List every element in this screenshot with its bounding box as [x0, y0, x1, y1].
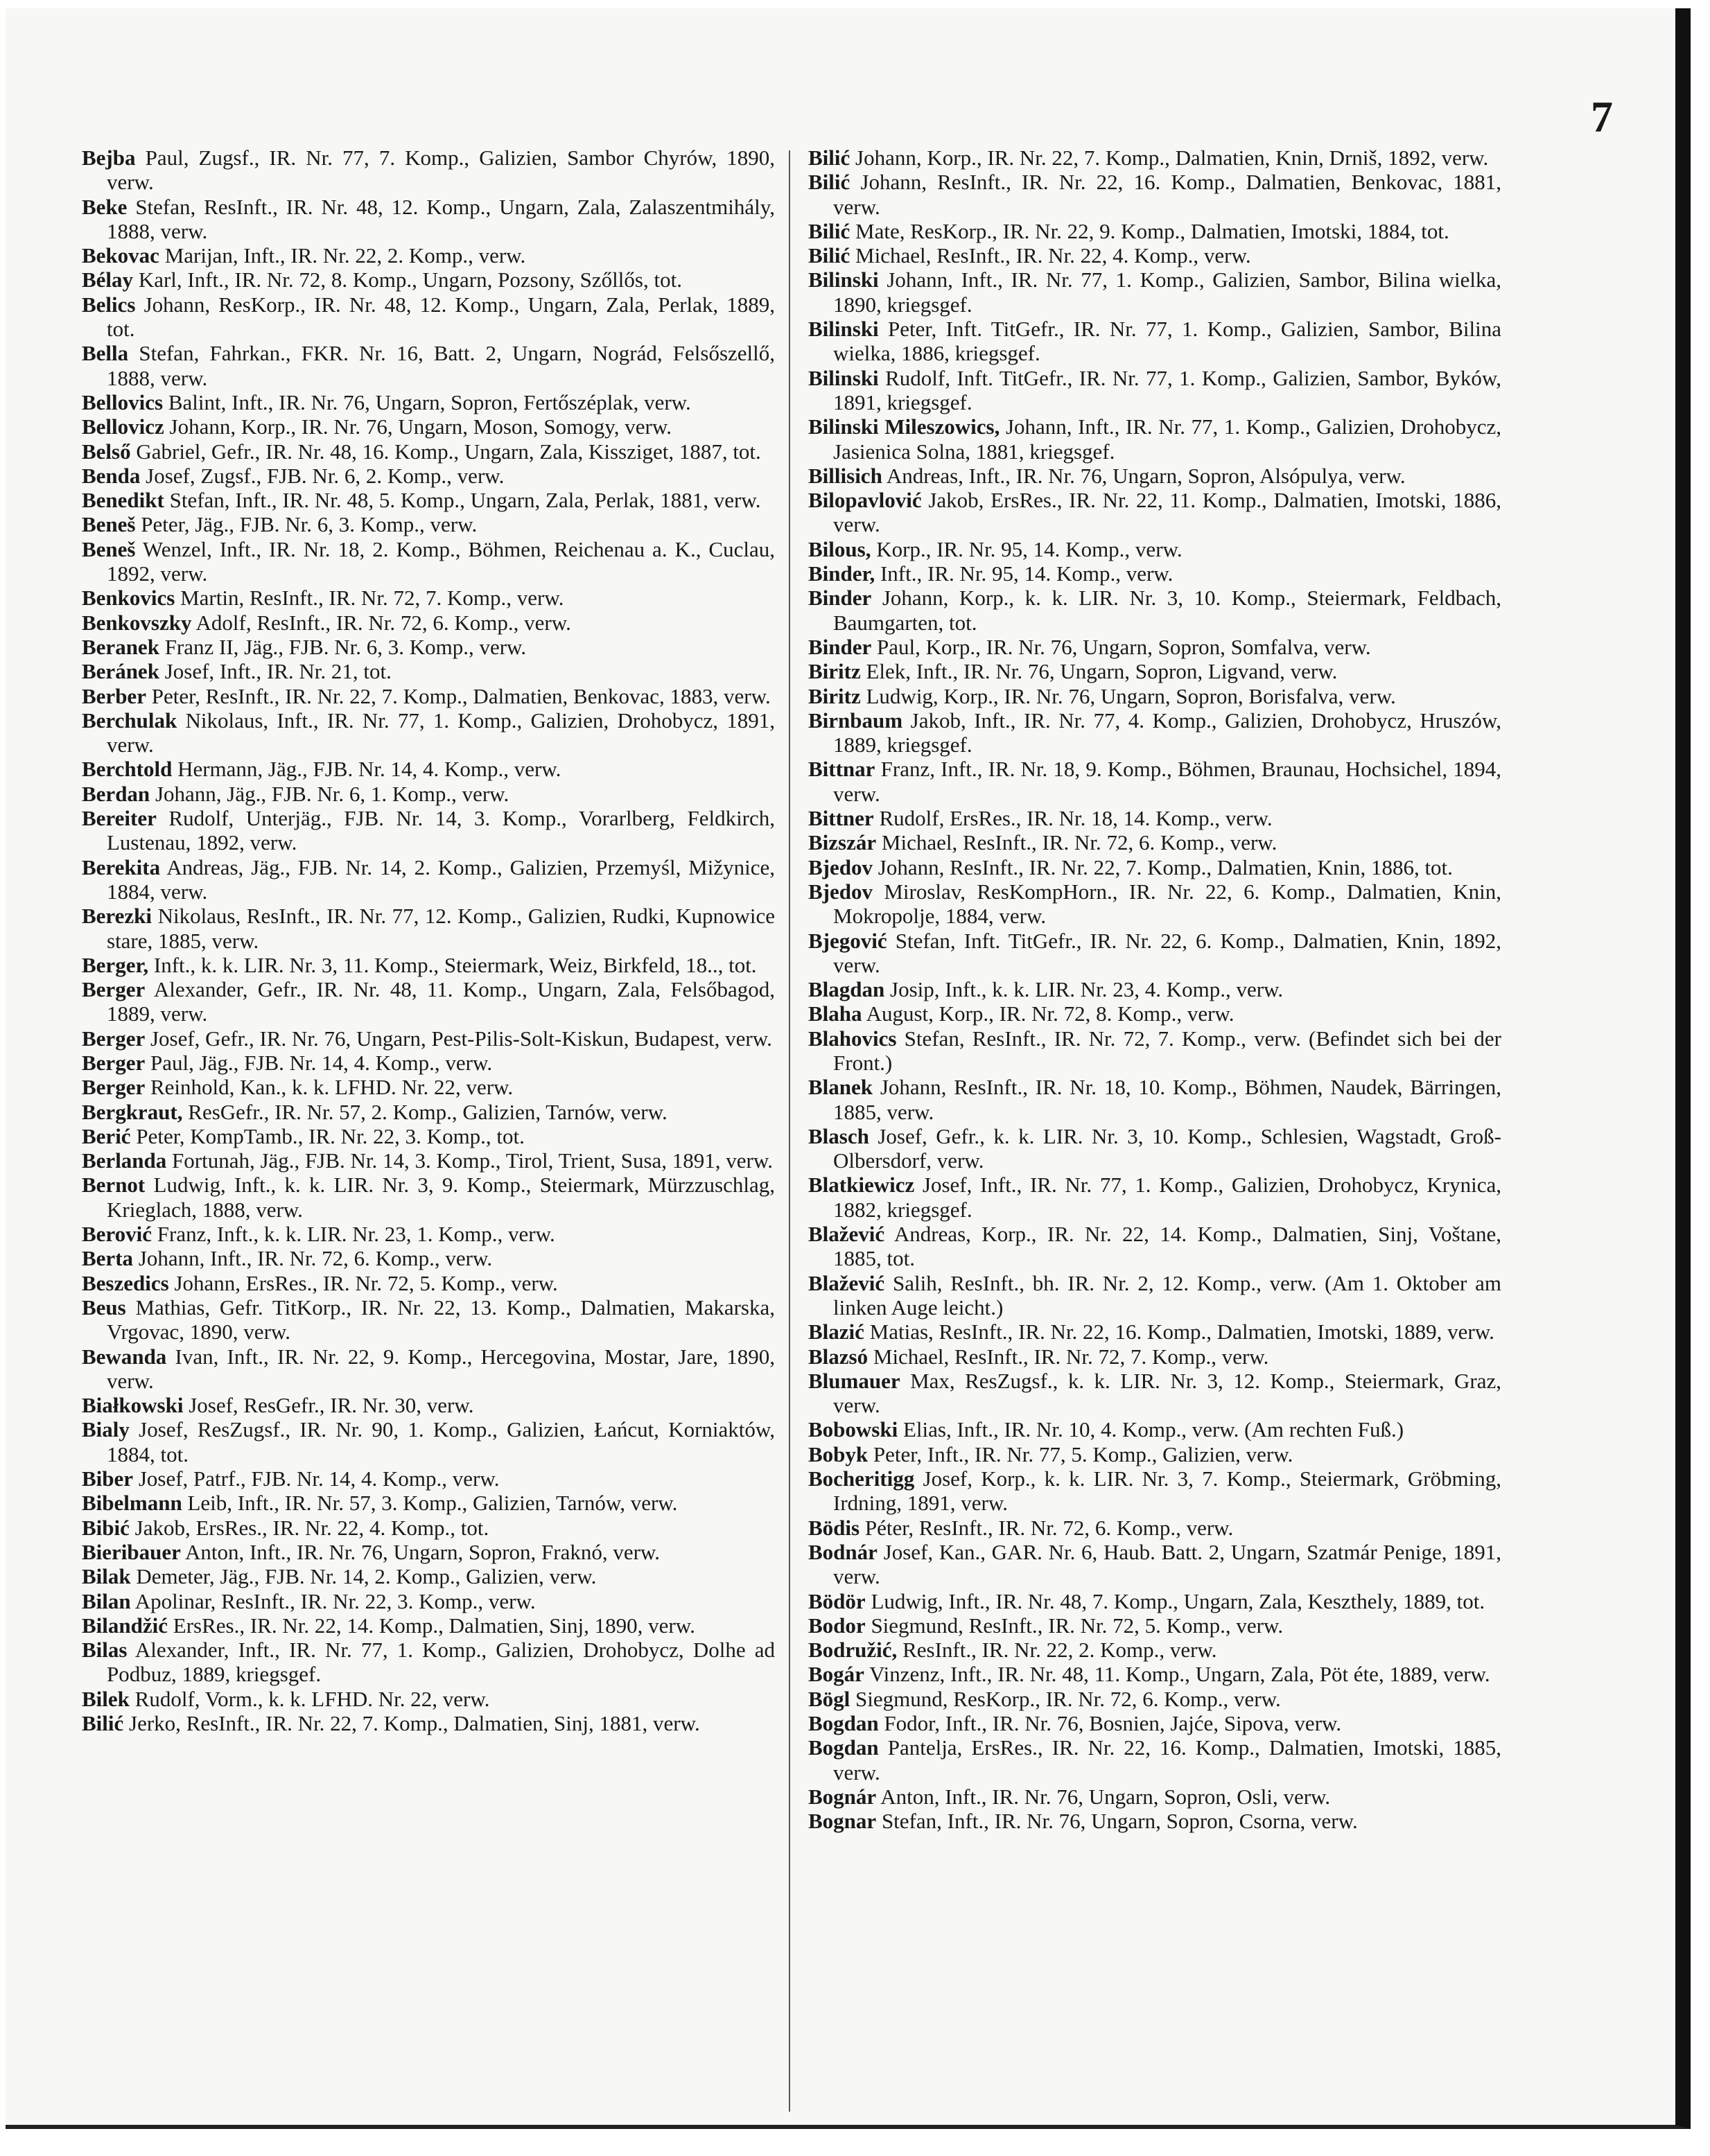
- entry-surname: Beneš: [82, 536, 136, 561]
- entry-surname: Binder,: [808, 561, 875, 586]
- entry-surname: Benkovszky: [82, 610, 192, 635]
- entry-surname: Blumauer: [808, 1368, 900, 1393]
- casualty-entry: [82, 953, 775, 977]
- entry-surname: Berdan: [82, 781, 150, 806]
- entry-surname: Bilandžić: [82, 1613, 168, 1638]
- casualty-entry: [82, 195, 775, 244]
- casualty-entry: [82, 341, 775, 390]
- entry-details: Gabriel, Gefr., IR. Nr. 48, 16. Komp., Ungarn, Zala, Kissziget, 1887, tot.: [136, 439, 761, 464]
- casualty-entry: [82, 586, 775, 610]
- casualty-entry: [82, 977, 775, 1026]
- casualty-entry: [808, 1344, 1501, 1369]
- entry-details: Martin, ResInft., IR. Nr. 72, 7. Komp., verw.: [180, 586, 564, 611]
- entry-details: Josef, Inft., IR. Nr. 21, tot.: [164, 659, 392, 684]
- entry-details: Paul, Zugsf., IR. Nr. 77, 7. Komp., Galizien, Sambor Chyrów, 1890, verw.: [107, 146, 776, 195]
- entry-details: Josef, Gefr., IR. Nr. 76, Ungarn, Pest-Pilis-Solt-Kiskun, Budapest, verw.: [150, 1026, 772, 1051]
- entry-surname: Benedikt: [82, 488, 164, 513]
- entry-surname: Bodnár: [808, 1539, 878, 1564]
- entry-details: Johann, Korp., IR. Nr. 76, Ungarn, Moson, Somogy, verw.: [169, 414, 672, 439]
- casualty-entry: [82, 512, 775, 536]
- document-page: [6, 8, 1691, 2129]
- casualty-entry: [82, 1417, 775, 1466]
- entry-surname: Bjedov: [808, 854, 873, 879]
- casualty-entry: [82, 414, 775, 439]
- casualty-entry: [82, 243, 775, 268]
- entry-details: Elias, Inft., IR. Nr. 10, 4. Komp., verw. (Am rechten Fuß.): [902, 1417, 1404, 1442]
- casualty-entry: [82, 782, 775, 806]
- casualty-entry: [82, 1638, 775, 1687]
- entry-surname: Bilić: [82, 1711, 124, 1735]
- casualty-entry: [808, 977, 1501, 1001]
- entry-details: Rudolf, Unterjäg., FJB. Nr. 14, 3. Komp., Vorarlberg, Feldkirch, Lustenau, 1892, verw.: [107, 806, 776, 855]
- entry-surname: Biber: [82, 1466, 134, 1491]
- column-divider: [789, 150, 790, 2112]
- casualty-entry: [82, 1344, 775, 1394]
- casualty-entry: [82, 1246, 775, 1270]
- entry-details: Johann, ErsRes., IR. Nr. 72, 5. Komp., verw.: [174, 1270, 558, 1295]
- entry-surname: Bekovac: [82, 243, 159, 268]
- entry-surname: Bizszár: [808, 830, 877, 855]
- casualty-entry: [808, 1026, 1501, 1076]
- casualty-entry: [82, 659, 775, 683]
- casualty-entry: [808, 1369, 1501, 1418]
- casualty-entry: [82, 1589, 775, 1613]
- entry-details: Stefan, Fahrkan., FKR. Nr. 16, Batt. 2, Ungarn, Nográd, Felsőszellő, 1888, verw.: [107, 341, 776, 390]
- entry-surname: Bittnar: [808, 757, 875, 782]
- entry-details: Jerko, ResInft., IR. Nr. 22, 7. Komp., Dalmatien, Sinj, 1881, verw.: [129, 1711, 700, 1735]
- entry-details: Johann, Korp., IR. Nr. 22, 7. Komp., Dalmatien, Knin, Drniš, 1892, verw.: [855, 146, 1489, 170]
- casualty-entry: [808, 830, 1501, 854]
- casualty-entry: [808, 488, 1501, 537]
- entry-surname: Berović: [82, 1222, 152, 1247]
- casualty-entry: [82, 488, 775, 512]
- entry-details: Mate, ResKorp., IR. Nr. 22, 9. Komp., Dalmatien, Imotski, 1884, tot.: [855, 218, 1449, 243]
- casualty-entry: [808, 855, 1501, 879]
- casualty-entry: [808, 366, 1501, 415]
- entry-surname: Bögl: [808, 1686, 850, 1711]
- entry-details: Korp., IR. Nr. 95, 14. Komp., verw.: [876, 536, 1183, 561]
- casualty-entry: [82, 757, 775, 781]
- entry-details: Max, ResZugsf., k. k. LIR. Nr. 3, 12. Komp., Steiermark, Graz, verw.: [833, 1368, 1501, 1418]
- casualty-entry: [82, 611, 775, 635]
- casualty-entry: [808, 635, 1501, 659]
- casualty-entry: [82, 1173, 775, 1222]
- entry-surname: Bilić: [808, 146, 850, 170]
- casualty-entry: [808, 1442, 1501, 1466]
- entry-surname: Bilas: [82, 1638, 128, 1663]
- entry-surname: Biritz: [808, 659, 861, 684]
- casualty-entry: [82, 1148, 775, 1173]
- entry-details: Josef, Korp., k. k. LIR. Nr. 3, 7. Komp., Steiermark, Gröbming, Irdning, 1891, verw.: [833, 1466, 1502, 1516]
- entry-details: Anton, Inft., IR. Nr. 76, Ungarn, Sopron, Fraknó, verw.: [184, 1539, 661, 1564]
- entry-surname: Blazsó: [808, 1344, 869, 1369]
- entry-details: Ludwig, Korp., IR. Nr. 76, Ungarn, Sopron, Borisfalva, verw.: [866, 683, 1396, 708]
- casualty-entry: [808, 684, 1501, 708]
- casualty-entry: [82, 1540, 775, 1564]
- entry-surname: Berger: [82, 1075, 146, 1100]
- casualty-entry: [82, 1711, 775, 1735]
- entry-surname: Bittner: [808, 806, 874, 831]
- entry-surname: Blagdan: [808, 977, 885, 1002]
- entry-surname: Blaha: [808, 1001, 862, 1026]
- entry-details: Johann, Korp., k. k. LIR. Nr. 3, 10. Komp., Steiermark, Feldbach, Baumgarten, tot.: [833, 586, 1501, 635]
- entry-surname: Bobyk: [808, 1441, 869, 1466]
- entry-surname: Berger: [82, 1026, 146, 1051]
- entry-surname: Binder: [808, 634, 872, 659]
- entry-details: Stefan, ResInft., IR. Nr. 72, 7. Komp., verw. (Befindet sich bei der Front.): [833, 1026, 1502, 1075]
- entry-surname: Berger,: [82, 952, 149, 977]
- casualty-entry: [82, 1466, 775, 1491]
- entry-surname: Beszedics: [82, 1270, 169, 1295]
- entry-surname: Bellovicz: [82, 414, 164, 439]
- entry-details: Ludwig, Inft., k. k. LIR. Nr. 3, 9. Komp., Steiermark, Mürzzuschlag, Krieglach, 1888, verw.: [107, 1173, 775, 1222]
- entry-details: Rudolf, Inft. TitGefr., IR. Nr. 77, 1. Komp., Galizien, Sambor, Byków, 1891, kriegsgef.: [833, 365, 1502, 414]
- casualty-entry: [808, 806, 1501, 830]
- entry-details: Stefan, ResInft., IR. Nr. 48, 12. Komp., Ungarn, Zala, Zalaszentmihály, 1888, verw.: [107, 194, 775, 243]
- casualty-entry: [82, 684, 775, 708]
- entry-surname: Bocheritigg: [808, 1466, 915, 1491]
- entry-details: Peter, ResInft., IR. Nr. 22, 7. Komp., Dalmatien, Benkovac, 1883, verw.: [151, 683, 771, 708]
- entry-details: Andreas, Jäg., FJB. Nr. 14, 2. Komp., Galizien, Przemyśl, Mižynice, 1884, verw.: [107, 854, 775, 904]
- entry-surname: Bödis: [808, 1515, 860, 1540]
- entry-details: Paul, Jäg., FJB. Nr. 14, 4. Komp., verw.: [150, 1050, 493, 1075]
- entry-surname: Bilinski: [808, 317, 879, 342]
- entry-details: Jakob, Inft., IR. Nr. 77, 4. Komp., Galizien, Drohobycz, Hruszów, 1889, kriegsgef.: [833, 708, 1501, 757]
- entry-surname: Bernot: [82, 1173, 146, 1198]
- entry-details: Apolinar, ResInft., IR. Nr. 22, 3. Komp., verw.: [134, 1588, 536, 1613]
- casualty-entry: [82, 537, 775, 586]
- entry-details: Johann, Inft., IR. Nr. 77, 1. Komp., Galizien, Sambor, Bilina wielka, 1890, kriegsgef.: [833, 268, 1502, 317]
- entry-surname: Bélay: [82, 268, 134, 292]
- casualty-entry: [808, 1417, 1501, 1441]
- entry-surname: Berchtold: [82, 757, 173, 782]
- entry-surname: Benda: [82, 463, 141, 488]
- entry-details: Hermann, Jäg., FJB. Nr. 14, 4. Komp., verw.: [177, 757, 561, 782]
- casualty-entry: [808, 1271, 1501, 1320]
- casualty-entry: [808, 1466, 1501, 1516]
- entry-details: Josef, ResZugsf., IR. Nr. 90, 1. Komp., Galizien, Łańcut, Korniaktów, 1884, tot.: [107, 1417, 775, 1466]
- entry-details: Stefan, Inft., IR. Nr. 76, Ungarn, Sopron, Csorna, verw.: [881, 1809, 1358, 1834]
- casualty-entry: [808, 414, 1501, 464]
- entry-details: Josef, ResGefr., IR. Nr. 30, verw.: [189, 1393, 474, 1418]
- entry-surname: Bella: [82, 341, 129, 366]
- entry-surname: Binder: [808, 586, 872, 611]
- entry-details: Johann, Jäg., FJB. Nr. 6, 1. Komp., verw.: [155, 781, 509, 806]
- entry-details: Matias, ResInft., IR. Nr. 22, 16. Komp., Dalmatien, Imotski, 1889, verw.: [869, 1320, 1494, 1344]
- casualty-entry: [82, 1075, 775, 1099]
- entry-details: Vinzenz, Inft., IR. Nr. 48, 11. Komp., Ungarn, Zala, Pöt éte, 1889, verw.: [869, 1662, 1490, 1687]
- casualty-entry: [808, 1613, 1501, 1638]
- entry-details: Alexander, Gefr., IR. Nr. 48, 11. Komp., Ungarn, Zala, Felsőbagod, 1889, verw.: [107, 977, 776, 1026]
- entry-details: Josef, Zugsf., FJB. Nr. 6, 2. Komp., verw.: [146, 463, 505, 488]
- entry-surname: Białkowski: [82, 1393, 184, 1418]
- entry-details: Wenzel, Inft., IR. Nr. 18, 2. Komp., Böhmen, Reichenau a. K., Cuclau, 1892, verw.: [107, 536, 775, 586]
- right-column: [808, 146, 1501, 1833]
- entry-surname: Bilopavlović: [808, 488, 922, 513]
- casualty-entry: [82, 1051, 775, 1075]
- entry-surname: Bilek: [82, 1686, 130, 1711]
- entry-details: Fortunah, Jäg., FJB. Nr. 14, 3. Komp., Tirol, Trient, Susa, 1891, verw.: [172, 1148, 773, 1173]
- entry-details: Johann, ResInft., IR. Nr. 22, 7. Komp., Dalmatien, Knin, 1886, tot.: [878, 854, 1453, 879]
- casualty-entry: [82, 390, 775, 414]
- entry-details: Josef, Gefr., k. k. LIR. Nr. 3, 10. Komp., Schlesien, Wagstadt, Groß-Olbersdorf, verw.: [833, 1123, 1501, 1173]
- casualty-entry: [82, 1393, 775, 1417]
- entry-surname: Bilić: [808, 243, 850, 268]
- entry-details: Adolf, ResInft., IR. Nr. 72, 6. Komp., verw.: [195, 610, 571, 635]
- casualty-entry: [82, 708, 775, 757]
- casualty-entry: [82, 146, 775, 195]
- entry-details: ResGefr., IR. Nr. 57, 2. Komp., Galizien, Tarnów, verw.: [188, 1099, 668, 1124]
- entry-surname: Bilić: [808, 170, 850, 195]
- entry-surname: Beneš: [82, 512, 136, 537]
- entry-surname: Bibić: [82, 1515, 130, 1540]
- entry-details: Siegmund, ResInft., IR. Nr. 72, 5. Komp., verw.: [871, 1613, 1284, 1638]
- entry-details: Reinhold, Kan., k. k. LFHD. Nr. 22, verw.: [150, 1075, 514, 1100]
- casualty-entry: [808, 1687, 1501, 1711]
- entry-details: Michael, ResInft., IR. Nr. 22, 4. Komp., verw.: [855, 243, 1251, 268]
- entry-details: Nikolaus, Inft., IR. Nr. 77, 1. Komp., Galizien, Drohobycz, 1891, verw.: [107, 708, 775, 757]
- casualty-entry: [82, 1564, 775, 1588]
- entry-details: Michael, ResInft., IR. Nr. 72, 7. Komp., verw.: [873, 1344, 1269, 1369]
- entry-details: Josef, Inft., IR. Nr. 77, 1. Komp., Galizien, Drohobycz, Krynica, 1882, kriegsgef.: [833, 1173, 1501, 1222]
- entry-surname: Bilak: [82, 1564, 131, 1589]
- entry-surname: Blatkiewicz: [808, 1173, 915, 1198]
- entry-details: Ivan, Inft., IR. Nr. 22, 9. Komp., Hercegovina, Mostar, Jare, 1890, verw.: [107, 1344, 775, 1393]
- casualty-entry: [808, 1785, 1501, 1809]
- entry-details: Franz, Inft., k. k. LIR. Nr. 23, 1. Komp., verw.: [157, 1222, 555, 1247]
- entry-details: Andreas, Inft., IR. Nr. 76, Ungarn, Sopron, Alsópulya, verw.: [886, 463, 1406, 488]
- entry-surname: Bilinski: [808, 365, 879, 390]
- entry-details: Michael, ResInft., IR. Nr. 72, 6. Komp., verw.: [881, 830, 1277, 855]
- casualty-entry: [82, 904, 775, 953]
- entry-surname: Bodor: [808, 1613, 866, 1638]
- entry-surname: Bilinski: [808, 268, 879, 292]
- casualty-entry: [82, 1687, 775, 1711]
- entry-surname: Berchulak: [82, 708, 177, 733]
- entry-details: Josef, Patrf., FJB. Nr. 14, 4. Komp., verw.: [138, 1466, 500, 1491]
- entry-details: Demeter, Jäg., FJB. Nr. 14, 2. Komp., Galizien, verw.: [136, 1564, 597, 1589]
- entry-details: Alexander, Inft., IR. Nr. 77, 1. Komp., Galizien, Drohobycz, Dolhe ad Podbuz, 1889, kriegsgef.: [107, 1638, 775, 1687]
- casualty-entry: [808, 1075, 1501, 1124]
- entry-surname: Benkovics: [82, 586, 175, 611]
- entry-details: Johann, Inft., IR. Nr. 72, 6. Komp., verw.: [138, 1246, 493, 1271]
- entry-surname: Belics: [82, 292, 136, 317]
- entry-details: Josip, Inft., k. k. LIR. Nr. 23, 4. Komp., verw.: [890, 977, 1284, 1002]
- casualty-entry: [82, 855, 775, 904]
- entry-details: Elek, Inft., IR. Nr. 76, Ungarn, Sopron, Ligvand, verw.: [866, 659, 1338, 684]
- casualty-entry: [82, 1516, 775, 1540]
- entry-details: Leib, Inft., IR. Nr. 57, 3. Komp., Galizien, Tarnów, verw.: [187, 1491, 678, 1516]
- casualty-entry: [82, 1613, 775, 1638]
- casualty-entry: [82, 1100, 775, 1124]
- entry-surname: Bilan: [82, 1588, 131, 1613]
- casualty-entry: [82, 464, 775, 488]
- entry-surname: Bilić: [808, 218, 850, 243]
- entry-details: Peter, KompTamb., IR. Nr. 22, 3. Komp., tot.: [136, 1123, 525, 1148]
- entry-surname: Beke: [82, 194, 128, 219]
- entry-details: Peter, Inft., IR. Nr. 77, 5. Komp., Galizien, verw.: [873, 1441, 1293, 1466]
- entry-surname: Berekita: [82, 854, 161, 879]
- casualty-entry: [808, 1173, 1501, 1222]
- casualty-entry: [808, 243, 1501, 268]
- entry-details: Siegmund, ResKorp., IR. Nr. 72, 6. Komp., verw.: [855, 1686, 1281, 1711]
- entry-details: Jakob, ErsRes., IR. Nr. 22, 11. Komp., Dalmatien, Imotski, 1886, verw.: [833, 488, 1501, 537]
- entry-surname: Billisich: [808, 463, 882, 488]
- entry-surname: Beránek: [82, 659, 159, 684]
- casualty-entry: [808, 268, 1501, 317]
- casualty-entry: [82, 806, 775, 855]
- entry-surname: Bödör: [808, 1588, 866, 1613]
- entry-details: Karl, Inft., IR. Nr. 72, 8. Komp., Ungarn, Pozsony, Szőllős, tot.: [138, 268, 682, 292]
- entry-details: Anton, Inft., IR. Nr. 76, Ungarn, Sopron, Osli, verw.: [880, 1784, 1331, 1809]
- casualty-entry: [808, 586, 1501, 635]
- casualty-entry: [808, 1711, 1501, 1735]
- entry-surname: Blazić: [808, 1320, 864, 1344]
- entry-surname: Biritz: [808, 683, 861, 708]
- casualty-entry: [82, 635, 775, 659]
- casualty-entry: [808, 1516, 1501, 1540]
- casualty-entry: [808, 1124, 1501, 1173]
- entry-surname: Bialy: [82, 1417, 130, 1442]
- casualty-entry: [82, 1026, 775, 1051]
- entry-surname: Bjegović: [808, 928, 887, 953]
- casualty-entry: [808, 659, 1501, 683]
- entry-surname: Blažević: [808, 1222, 885, 1247]
- entry-details: Stefan, Inft. TitGefr., IR. Nr. 22, 6. Komp., Dalmatien, Knin, 1892, verw.: [833, 928, 1502, 977]
- entry-surname: Birnbaum: [808, 708, 903, 733]
- entry-details: Salih, ResInft., bh. IR. Nr. 2, 12. Komp., verw. (Am 1. Oktober am linken Auge leicht.): [833, 1270, 1501, 1320]
- entry-surname: Berber: [82, 683, 146, 708]
- entry-details: Johann, Inft., IR. Nr. 77, 1. Komp., Galizien, Drohobycz, Jasienica Solna, 1881, kriegsgef.: [833, 414, 1501, 464]
- entry-surname: Blanek: [808, 1075, 873, 1100]
- entry-details: Balint, Inft., IR. Nr. 76, Ungarn, Sopron, Fertőszéplak, verw.: [168, 389, 691, 414]
- entry-details: Marijan, Inft., IR. Nr. 22, 2. Komp., verw.: [164, 243, 526, 268]
- entry-surname: Berezki: [82, 904, 152, 929]
- page-number: 7: [1591, 92, 1613, 141]
- entry-surname: Berić: [82, 1123, 131, 1148]
- entry-surname: Beranek: [82, 634, 159, 659]
- casualty-entry: [808, 1809, 1501, 1833]
- casualty-entry: [808, 1540, 1501, 1589]
- entry-details: Johann, ResKorp., IR. Nr. 48, 12. Komp., Ungarn, Zala, Perlak, 1889, tot.: [107, 292, 775, 342]
- casualty-entry: [808, 708, 1501, 757]
- entry-surname: Bilinski Mileszowics,: [808, 414, 1000, 439]
- casualty-entry: [82, 292, 775, 342]
- entry-details: Paul, Korp., IR. Nr. 76, Ungarn, Sopron, Somfalva, verw.: [877, 634, 1371, 659]
- casualty-entry: [808, 1638, 1501, 1662]
- casualty-entry: [82, 1295, 775, 1344]
- entry-details: Andreas, Korp., IR. Nr. 22, 14. Komp., Dalmatien, Sinj, Voštane, 1885, tot.: [833, 1222, 1501, 1271]
- entry-surname: Bognar: [808, 1809, 877, 1834]
- entry-details: Rudolf, Vorm., k. k. LFHD. Nr. 22, verw.: [134, 1686, 490, 1711]
- entry-surname: Belső: [82, 439, 131, 464]
- casualty-entry: [808, 929, 1501, 978]
- entry-surname: Bogdan: [808, 1735, 879, 1760]
- entry-surname: Bewanda: [82, 1344, 167, 1369]
- entry-details: Miroslav, ResKompHorn., IR. Nr. 22, 6. Komp., Dalmatien, Knin, Mokropolje, 1884, verw.: [833, 879, 1502, 929]
- entry-surname: Bogdan: [808, 1711, 879, 1735]
- entry-surname: Bodružić,: [808, 1638, 898, 1663]
- entry-details: Fodor, Inft., IR. Nr. 76, Bosnien, Jajće, Sipova, verw.: [884, 1711, 1342, 1735]
- entry-surname: Bilous,: [808, 536, 871, 561]
- casualty-entry: [82, 1124, 775, 1148]
- left-column: [82, 146, 775, 1735]
- entry-details: Pantelja, ErsRes., IR. Nr. 22, 16. Komp., Dalmatien, Imotski, 1885, verw.: [833, 1735, 1501, 1785]
- casualty-entry: [808, 561, 1501, 586]
- casualty-entry: [808, 1589, 1501, 1613]
- entry-details: Peter, Inft. TitGefr., IR. Nr. 77, 1. Komp., Galizien, Sambor, Bilina wielka, 1886, kriegsgef.: [833, 317, 1502, 366]
- entry-details: ResInft., IR. Nr. 22, 2. Komp., verw.: [902, 1638, 1217, 1663]
- casualty-entry: [808, 146, 1501, 170]
- entry-details: Mathias, Gefr. TitKorp., IR. Nr. 22, 13. Komp., Dalmatien, Makarska, Vrgovac, 1890, verw.: [107, 1295, 776, 1344]
- casualty-entry: [82, 439, 775, 464]
- entry-surname: Berlanda: [82, 1148, 167, 1173]
- casualty-entry: [808, 1735, 1501, 1785]
- entry-details: Inft., IR. Nr. 95, 14. Komp., verw.: [880, 561, 1174, 586]
- entry-surname: Bjedov: [808, 879, 873, 904]
- entry-surname: Berta: [82, 1246, 134, 1271]
- entry-details: Ludwig, Inft., IR. Nr. 48, 7. Komp., Ungarn, Zala, Keszthely, 1889, tot.: [871, 1588, 1485, 1613]
- entry-details: Inft., k. k. LIR. Nr. 3, 11. Komp., Steiermark, Weiz, Birkfeld, 18.., tot.: [153, 952, 757, 977]
- casualty-entry: [808, 1222, 1501, 1271]
- entry-details: Péter, ResInft., IR. Nr. 72, 6. Komp., verw.: [864, 1515, 1234, 1540]
- casualty-entry: [808, 537, 1501, 561]
- entry-details: Franz, Inft., IR. Nr. 18, 9. Komp., Böhmen, Braunau, Hochsichel, 1894, verw.: [833, 757, 1502, 806]
- casualty-entry: [808, 879, 1501, 929]
- casualty-entry: [808, 757, 1501, 806]
- entry-surname: Beus: [82, 1295, 126, 1320]
- casualty-entry: [808, 219, 1501, 243]
- entry-surname: Bobowski: [808, 1417, 898, 1442]
- entry-surname: Bellovics: [82, 389, 164, 414]
- casualty-entry: [808, 1662, 1501, 1686]
- entry-details: ErsRes., IR. Nr. 22, 14. Komp., Dalmatien, Sinj, 1890, verw.: [173, 1613, 695, 1638]
- casualty-entry: [82, 1491, 775, 1515]
- casualty-entry: [82, 1271, 775, 1295]
- casualty-entry: [808, 1001, 1501, 1026]
- entry-surname: Bergkraut,: [82, 1099, 183, 1124]
- entry-surname: Blahovics: [808, 1026, 897, 1051]
- entry-details: Josef, Kan., GAR. Nr. 6, Haub. Batt. 2, Ungarn, Szatmár Penige, 1891, verw.: [833, 1539, 1502, 1589]
- entry-details: August, Korp., IR. Nr. 72, 8. Komp., verw.: [866, 1001, 1234, 1026]
- entry-surname: Bibelmann: [82, 1491, 182, 1516]
- casualty-entry: [808, 170, 1501, 219]
- entry-surname: Berger: [82, 1050, 146, 1075]
- entry-details: Peter, Jäg., FJB. Nr. 6, 3. Komp., verw.: [141, 512, 478, 537]
- entry-surname: Bejba: [82, 146, 136, 170]
- casualty-entry: [808, 317, 1501, 366]
- entry-details: Stefan, Inft., IR. Nr. 48, 5. Komp., Ungarn, Zala, Perlak, 1881, verw.: [169, 488, 761, 513]
- entry-surname: Bereiter: [82, 806, 157, 831]
- entry-surname: Blasch: [808, 1123, 869, 1148]
- casualty-entry: [808, 464, 1501, 488]
- casualty-entry: [82, 268, 775, 292]
- entry-details: Franz II, Jäg., FJB. Nr. 6, 3. Komp., verw.: [164, 634, 527, 659]
- entry-surname: Berger: [82, 977, 146, 1002]
- casualty-entry: [808, 1320, 1501, 1344]
- casualty-entry: [82, 1222, 775, 1246]
- entry-surname: Bogár: [808, 1662, 864, 1687]
- entry-details: Jakob, ErsRes., IR. Nr. 22, 4. Komp., tot.: [134, 1515, 489, 1540]
- entry-surname: Bognár: [808, 1784, 877, 1809]
- entry-details: Johann, ResInft., IR. Nr. 22, 16. Komp., Dalmatien, Benkovac, 1881, verw.: [833, 170, 1502, 219]
- entry-surname: Blažević: [808, 1270, 885, 1295]
- entry-details: Nikolaus, ResInft., IR. Nr. 77, 12. Komp., Galizien, Rudki, Kupnowice stare, 1885, verw.: [107, 904, 776, 953]
- entry-details: Rudolf, ErsRes., IR. Nr. 18, 14. Komp., verw.: [879, 806, 1273, 831]
- entry-surname: Bieribauer: [82, 1539, 181, 1564]
- entry-details: Johann, ResInft., IR. Nr. 18, 10. Komp., Böhmen, Naudek, Bärringen, 1885, verw.: [833, 1075, 1501, 1124]
